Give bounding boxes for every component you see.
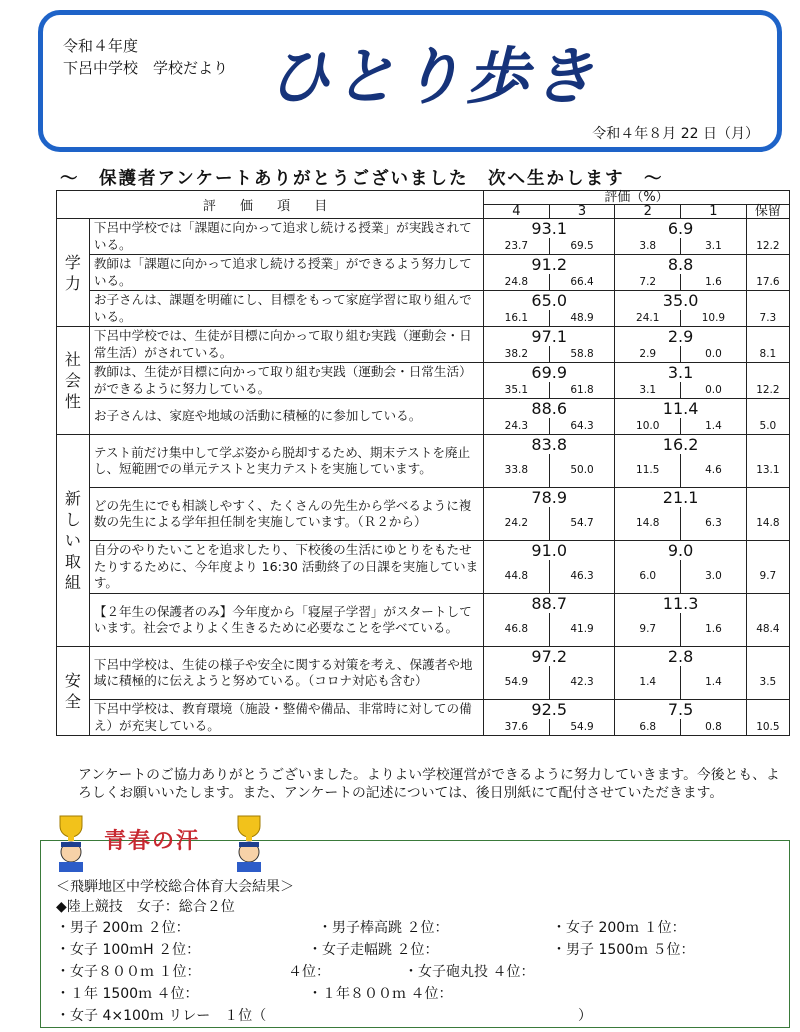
pct-2: 3.1 bbox=[615, 382, 681, 399]
pct-1: 3.0 bbox=[681, 560, 747, 594]
pct-4: 23.7 bbox=[484, 238, 550, 255]
pct-4: 24.3 bbox=[484, 418, 550, 435]
pct-2: 7.2 bbox=[615, 274, 681, 291]
blank-cell bbox=[746, 541, 789, 560]
tournament-heading: ＜飛騨地区中学校総合体育大会結果＞ bbox=[56, 879, 294, 895]
pct-4: 54.9 bbox=[484, 666, 550, 700]
result-item: ４位： bbox=[288, 964, 330, 980]
negative-total: 7.5 bbox=[615, 700, 746, 719]
fiscal-year: 令和４年度 bbox=[63, 37, 139, 55]
pct-1: 3.1 bbox=[681, 238, 747, 255]
negative-total: 3.1 bbox=[615, 363, 746, 382]
pct-1: 1.6 bbox=[681, 613, 747, 647]
positive-total: 92.5 bbox=[484, 700, 615, 719]
category-anzen: 安 全 bbox=[57, 647, 90, 736]
pct-4: 46.8 bbox=[484, 613, 550, 647]
pct-2: 3.8 bbox=[615, 238, 681, 255]
survey-item: テスト前だけ集中して学ぶ姿から脱却するため、期末テストを廃止し、短範囲での単元テストと実力テストを実施しています。 bbox=[89, 435, 483, 488]
blank-cell bbox=[746, 435, 789, 454]
trophy-cheer-icon bbox=[48, 812, 94, 872]
sports-title-banner bbox=[48, 812, 288, 872]
trophy-cheer-icon bbox=[226, 812, 272, 872]
positive-total: 97.2 bbox=[484, 647, 615, 666]
negative-total: 11.3 bbox=[615, 594, 746, 613]
result-item: ・男子棒高跳 ２位： bbox=[318, 920, 449, 936]
pct-2: 10.0 bbox=[615, 418, 681, 435]
closing-message: アンケートのご協力ありがとうございました。よりよい学校運営ができるように努力していきます。今後とも、よろしくお願いいたします。また、アンケートの記述については、後日別紙にて配付させていただきます。 bbox=[78, 767, 780, 801]
pct-3: 41.9 bbox=[549, 613, 615, 647]
pct-hold: 7.3 bbox=[746, 310, 789, 327]
col-header: 1 bbox=[681, 205, 747, 219]
item-header: 評 価 項 目 bbox=[57, 191, 484, 219]
survey-item: どの先生にでも相談しやすく、たくさんの先生から学べるように複数の先生による学年担任制を実施しています。（Ｒ２から） bbox=[89, 488, 483, 541]
sports-title: 青春の汗 bbox=[104, 829, 201, 854]
pct-1: 0.0 bbox=[681, 382, 747, 399]
pct-3: 66.4 bbox=[549, 274, 615, 291]
newsletter-title-logo: ひとり歩き bbox=[268, 40, 599, 113]
positive-total: 97.1 bbox=[484, 327, 615, 346]
pct-3: 48.9 bbox=[549, 310, 615, 327]
blank-cell bbox=[746, 255, 789, 274]
pct-3: 69.5 bbox=[549, 238, 615, 255]
pct-3: 58.8 bbox=[549, 346, 615, 363]
pct-2: 24.1 bbox=[615, 310, 681, 327]
positive-total: 91.2 bbox=[484, 255, 615, 274]
negative-total: 2.9 bbox=[615, 327, 746, 346]
negative-total: 2.8 bbox=[615, 647, 746, 666]
col-header: 2 bbox=[615, 205, 681, 219]
result-item: ・女子走幅跳 ２位： bbox=[308, 942, 439, 958]
pct-3: 50.0 bbox=[549, 454, 615, 488]
pct-4: 35.1 bbox=[484, 382, 550, 399]
pct-2: 2.9 bbox=[615, 346, 681, 363]
pct-2: 14.8 bbox=[615, 507, 681, 541]
pct-hold: 12.2 bbox=[746, 382, 789, 399]
pct-1: 4.6 bbox=[681, 454, 747, 488]
pct-4: 16.1 bbox=[484, 310, 550, 327]
positive-total: 88.6 bbox=[484, 399, 615, 418]
result-item: ・女子 200ｍ １位： bbox=[552, 920, 686, 936]
pct-hold: 12.2 bbox=[746, 238, 789, 255]
pct-4: 37.6 bbox=[484, 719, 550, 736]
pct-2: 6.8 bbox=[615, 719, 681, 736]
positive-total: 78.9 bbox=[484, 488, 615, 507]
section-headline: ～ 保護者アンケートありがとうございました 次へ生かします ～ bbox=[60, 169, 664, 189]
newsletter-header bbox=[38, 10, 782, 152]
survey-item: 教師は、生徒が目標に向かって取り組む実践（運動会・日常生活）ができるように努力している。 bbox=[89, 363, 483, 399]
result-item: ・１年８００ｍ ４位： bbox=[308, 986, 453, 1002]
pct-4: 33.8 bbox=[484, 454, 550, 488]
pct-4: 38.2 bbox=[484, 346, 550, 363]
pct-3: 61.8 bbox=[549, 382, 615, 399]
result-item: ・１年 1500ｍ ４位： bbox=[56, 986, 199, 1002]
pct-3: 64.3 bbox=[549, 418, 615, 435]
score-header: 評価（%） bbox=[484, 191, 790, 205]
pct-hold: 5.0 bbox=[746, 418, 789, 435]
blank-cell bbox=[746, 488, 789, 507]
category-new-initiatives: 新 し い 取 組 bbox=[57, 435, 90, 647]
survey-item: 自分のやりたいことを追求したり、下校後の生活にゆとりをもたせたりするために、今年度より 16:30 活動終了の日課を実施しています。 bbox=[89, 541, 483, 594]
issue-date: 令和４年８月 22 日（月） bbox=[592, 126, 759, 142]
survey-item: 教師は「課題に向かって追求し続ける授業」ができるよう努力している。 bbox=[89, 255, 483, 291]
result-item: ・男子 200ｍ ２位： bbox=[56, 920, 190, 936]
survey-item: お子さんは、家庭や地域の活動に積極的に参加している。 bbox=[89, 399, 483, 435]
survey-item: 下呂中学校では、生徒が目標に向かって取り組む実践（運動会・日常生活）がされている。 bbox=[89, 327, 483, 363]
survey-item: 【２年生の保護者のみ】今年度から「寝屋子学習」がスタートしています。社会でよりよく生きるために必要なことを学べている。 bbox=[89, 594, 483, 647]
blank-cell bbox=[746, 327, 789, 346]
negative-total: 35.0 bbox=[615, 291, 746, 310]
survey-item: 下呂中学校は、生徒の様子や安全に関する対策を考え、保護者や地域に積極的に伝えようと努めている。（コロナ対応も含む） bbox=[89, 647, 483, 700]
negative-total: 11.4 bbox=[615, 399, 746, 418]
survey-item: 下呂中学校では「課題に向かって追求し続ける授業」が実践されている。 bbox=[89, 219, 483, 255]
pct-1: 0.8 bbox=[681, 719, 747, 736]
positive-total: 69.9 bbox=[484, 363, 615, 382]
pct-2: 9.7 bbox=[615, 613, 681, 647]
blank-cell bbox=[746, 700, 789, 719]
positive-total: 93.1 bbox=[484, 219, 615, 238]
col-header: 4 bbox=[484, 205, 550, 219]
result-item: ・女子８００ｍ １位： bbox=[56, 964, 201, 980]
blank-cell bbox=[746, 219, 789, 238]
pct-hold: 17.6 bbox=[746, 274, 789, 291]
pct-hold: 9.7 bbox=[746, 560, 789, 594]
pct-hold: 3.5 bbox=[746, 666, 789, 700]
pct-2: 6.0 bbox=[615, 560, 681, 594]
blank-cell bbox=[746, 399, 789, 418]
result-item: ） bbox=[578, 1008, 592, 1024]
pct-1: 6.3 bbox=[681, 507, 747, 541]
positive-total: 91.0 bbox=[484, 541, 615, 560]
negative-total: 9.0 bbox=[615, 541, 746, 560]
blank-cell bbox=[746, 363, 789, 382]
pct-hold: 13.1 bbox=[746, 454, 789, 488]
negative-total: 6.9 bbox=[615, 219, 746, 238]
survey-item: お子さんは、課題を明確にし、目標をもって家庭学習に取り組んでいる。 bbox=[89, 291, 483, 327]
blank-cell bbox=[746, 647, 789, 666]
pct-hold: 10.5 bbox=[746, 719, 789, 736]
pct-1: 10.9 bbox=[681, 310, 747, 327]
pct-2: 1.4 bbox=[615, 666, 681, 700]
blank-cell bbox=[746, 594, 789, 613]
pct-3: 54.9 bbox=[549, 719, 615, 736]
pct-hold: 8.1 bbox=[746, 346, 789, 363]
positive-total: 88.7 bbox=[484, 594, 615, 613]
result-item: ・女子砲丸投 ４位： bbox=[404, 964, 535, 980]
result-item: ・男子 1500ｍ ５位： bbox=[552, 942, 695, 958]
category-gakuryoku: 学 力 bbox=[57, 219, 90, 327]
category-shakaisei: 社 会 性 bbox=[57, 327, 90, 435]
pct-3: 54.7 bbox=[549, 507, 615, 541]
positive-total: 83.8 bbox=[484, 435, 615, 454]
positive-total: 65.0 bbox=[484, 291, 615, 310]
col-header: 3 bbox=[549, 205, 615, 219]
track-field-summary: ◆陸上競技 女子：総合２位 bbox=[56, 899, 235, 915]
pct-3: 42.3 bbox=[549, 666, 615, 700]
pct-1: 1.6 bbox=[681, 274, 747, 291]
pct-hold: 48.4 bbox=[746, 613, 789, 647]
pct-4: 24.2 bbox=[484, 507, 550, 541]
pct-1: 1.4 bbox=[681, 666, 747, 700]
col-header: 保留 bbox=[746, 205, 789, 219]
negative-total: 16.2 bbox=[615, 435, 746, 454]
pct-hold: 14.8 bbox=[746, 507, 789, 541]
pct-4: 44.8 bbox=[484, 560, 550, 594]
negative-total: 8.8 bbox=[615, 255, 746, 274]
negative-total: 21.1 bbox=[615, 488, 746, 507]
pct-2: 11.5 bbox=[615, 454, 681, 488]
pct-3: 46.3 bbox=[549, 560, 615, 594]
pct-1: 1.4 bbox=[681, 418, 747, 435]
pct-4: 24.8 bbox=[484, 274, 550, 291]
pct-1: 0.0 bbox=[681, 346, 747, 363]
result-item: ・女子 4×100ｍ リレー １位（ bbox=[56, 1008, 267, 1024]
result-item: ・女子 100ｍH ２位： bbox=[56, 942, 201, 958]
school-name: 下呂中学校 学校だより bbox=[63, 59, 229, 77]
survey-item: 下呂中学校は、教育環境（施設・整備や備品、非常時に対しての備え）が充実している。 bbox=[89, 700, 483, 736]
blank-cell bbox=[746, 291, 789, 310]
survey-table bbox=[56, 190, 790, 736]
